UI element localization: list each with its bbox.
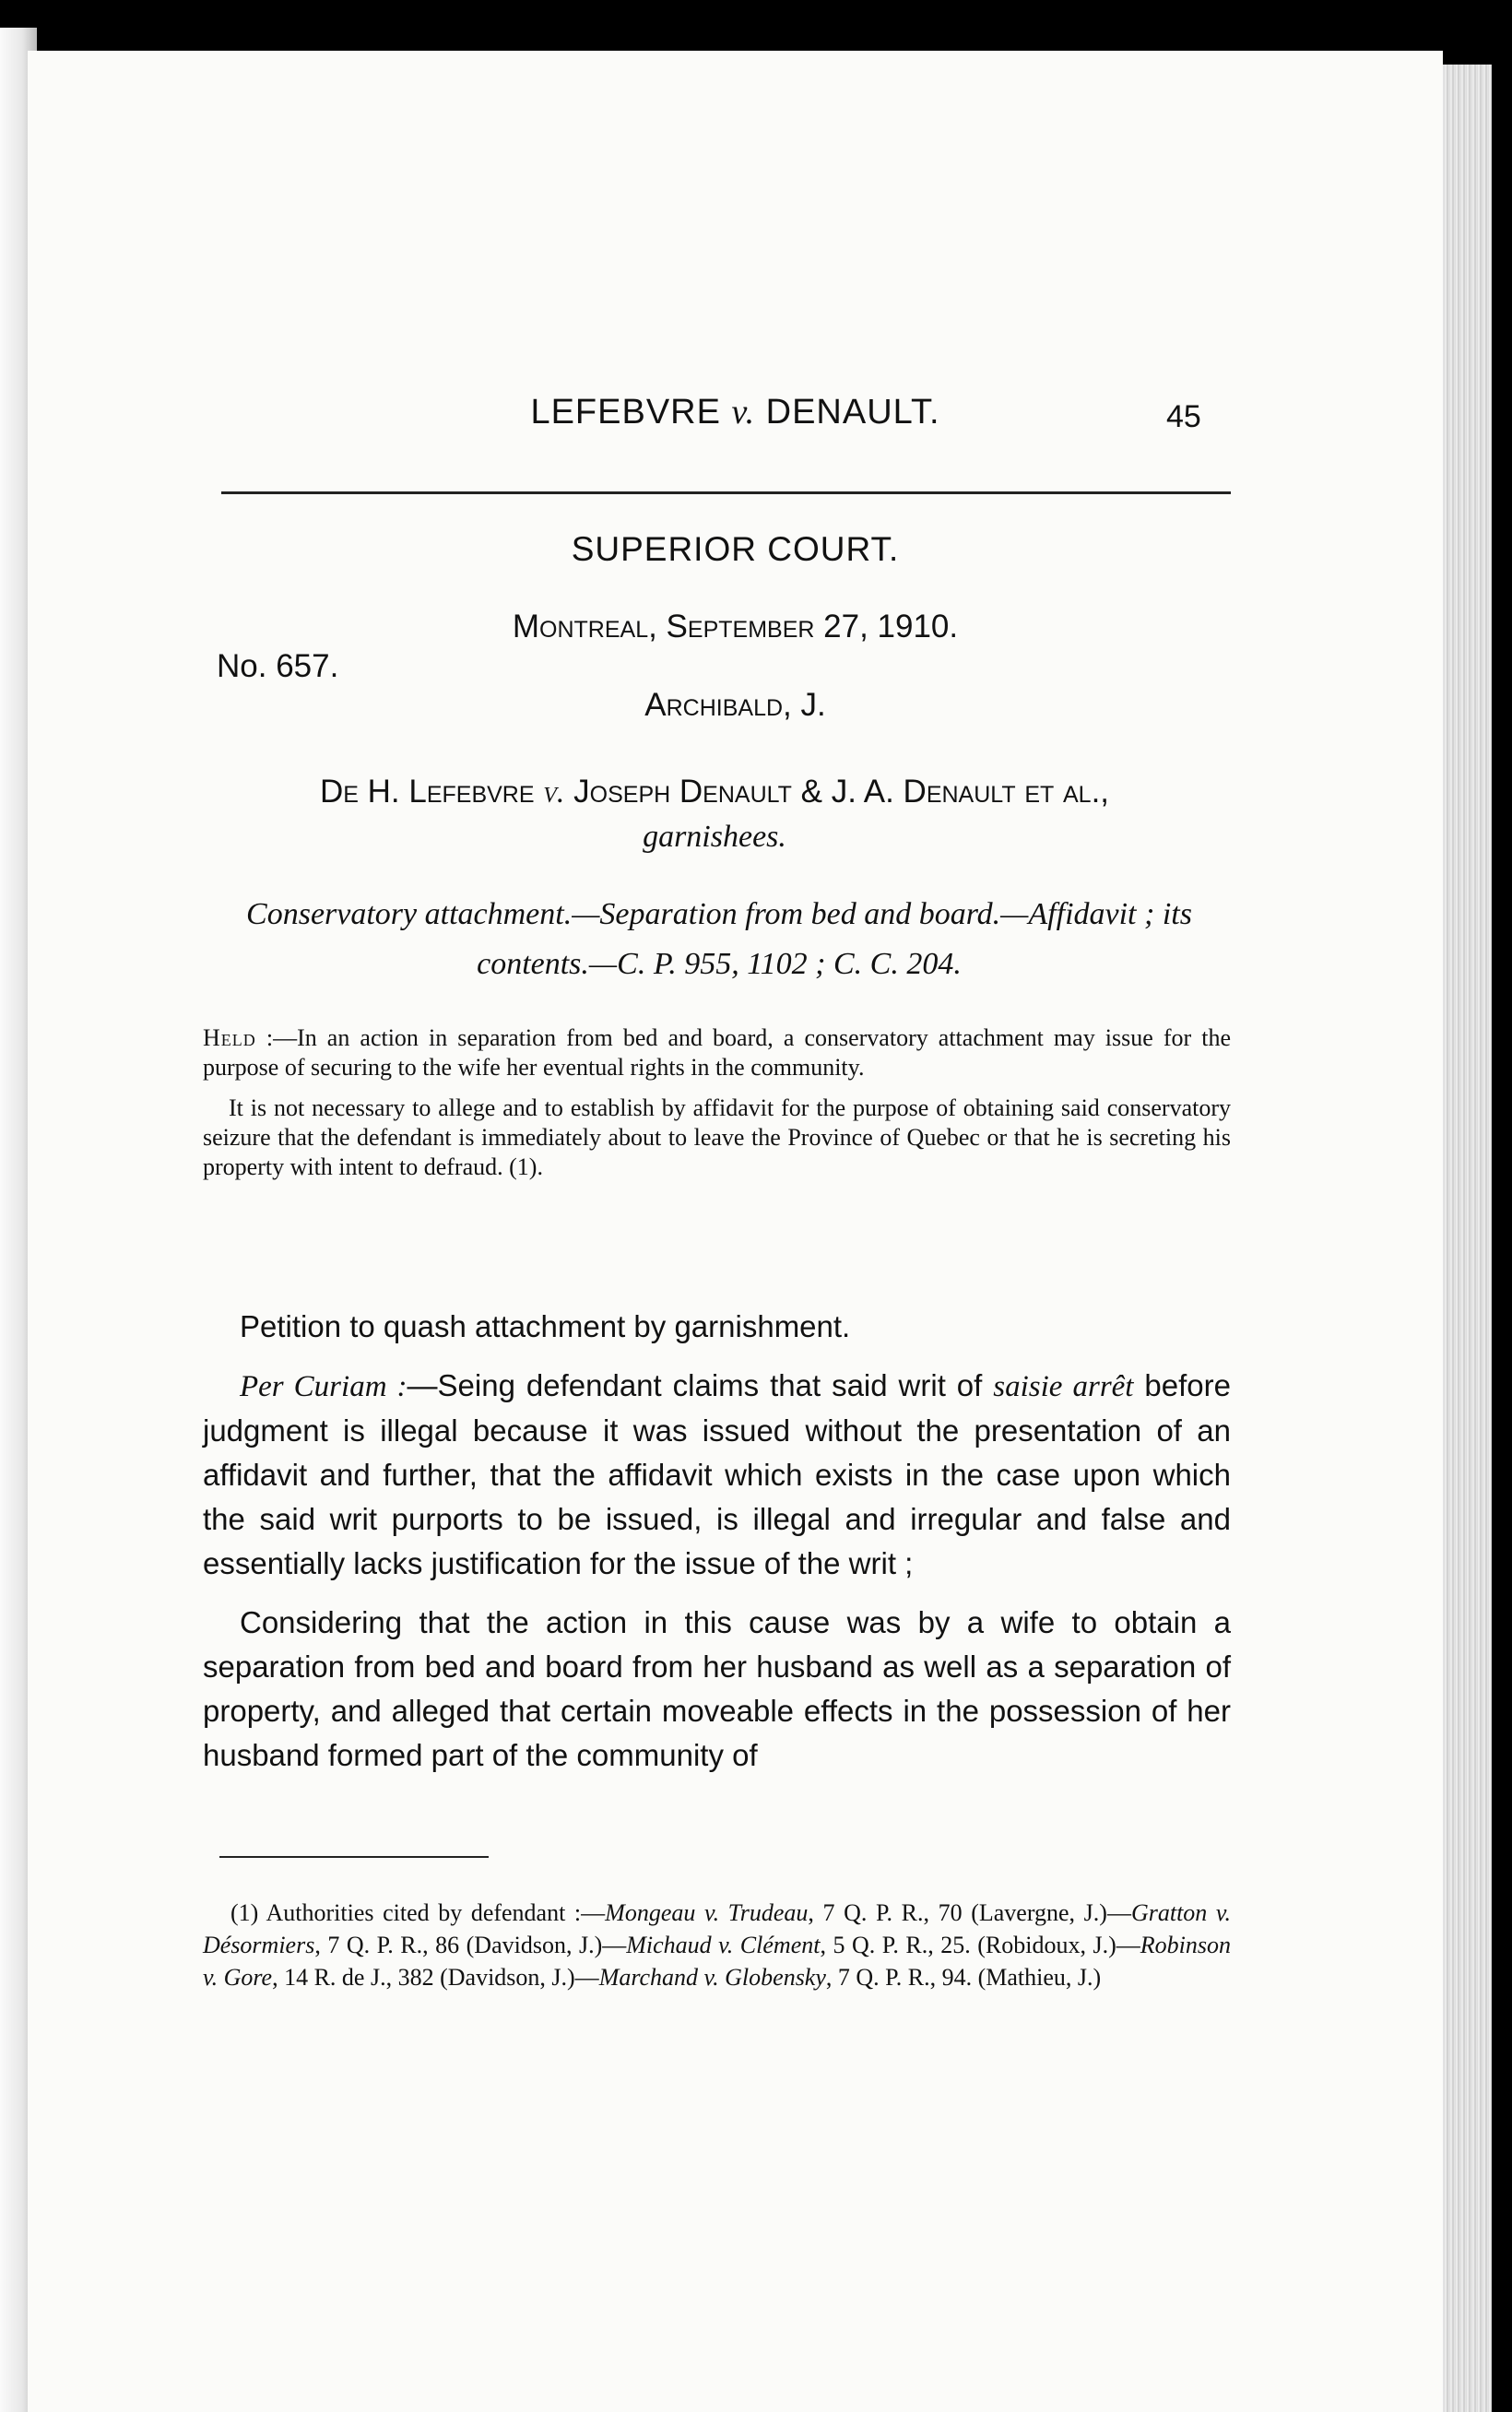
footnote-case-1: Mongeau v. Trudeau — [605, 1899, 809, 1926]
versus: v. — [543, 775, 565, 810]
running-title-right: DENAULT. — [755, 393, 940, 432]
held-label: Held — [203, 1024, 256, 1051]
book-page — [28, 51, 1443, 2412]
footnote-rule — [219, 1856, 489, 1858]
running-title-v: v. — [731, 393, 756, 432]
page-number: 45 — [1166, 399, 1201, 434]
footnote-text — [203, 1897, 1231, 1993]
held-text-1: :—In an action in separation from bed and board, a conservatory attachment may issue for the purpose of securing to the wife her eventual rights in the community. — [203, 1024, 1231, 1081]
footnote-case-2: Gratton v. Désormiers — [203, 1899, 1232, 1958]
parties-line-2: garnishees. — [643, 820, 786, 854]
defendants: Joseph Denault & J. A. Denault et al., — [564, 774, 1110, 810]
footnote-case-5: Marchand v. Globensky — [598, 1964, 826, 1991]
page-stack-edge — [1438, 65, 1492, 2412]
held-summary — [203, 1023, 1231, 1193]
running-head — [28, 392, 1443, 447]
held-paragraph-2: It is not necessary to allege and to establish by affidavit for the purpose of obtaining said conservatory seizure that the defendant is immediately about to leave the Province of Quebec or that he is secreting his property with intent to defraud. (1). — [203, 1094, 1231, 1180]
case-parties — [203, 770, 1226, 859]
body-paragraph-2 — [203, 1364, 1231, 1586]
court-name: SUPERIOR COURT. — [571, 530, 900, 568]
saisie-arret: saisie arrêt — [993, 1370, 1134, 1403]
running-title-left: LEFEBVRE — [530, 393, 732, 432]
judge-name: Archibald, J. — [644, 687, 826, 723]
footnote-part-2: , 7 Q. P. R., 70 (Lavergne, J.)— — [808, 1899, 1131, 1926]
plaintiff: De H. Lefebvre — [319, 774, 544, 810]
headnote-subject: Conservatory attachment.—Separation from bed and board.—Affidavit ; its contents.—C. P. 955, 1102 ; C. C. 204. — [246, 897, 1192, 981]
footnote-case-3: Michaud v. Clément — [626, 1932, 821, 1958]
body-paragraph-1: Petition to quash attachment by garnishment. — [240, 1309, 851, 1343]
footnote — [203, 1897, 1231, 1993]
footnote-case-4: Robinson v. Gore — [203, 1932, 1232, 1991]
footnote-part-5: , 14 R. de J., 382 (Davidson, J.)— — [272, 1964, 599, 1991]
footnote-part-3: , 7 Q. P. R., 86 (Davidson, J.)— — [314, 1932, 627, 1958]
footnote-part-1: (1) Authorities cited by defendant :— — [230, 1899, 606, 1926]
header-rule — [221, 491, 1231, 494]
footnote-part-4: , 5 Q. P. R., 25. (Robidoux, J.)— — [820, 1932, 1140, 1958]
footnote-part-6: , 7 Q. P. R., 94. (Mathieu, J.) — [825, 1964, 1102, 1991]
body-paragraph-2-a: —Seing defendant claims that said writ of — [407, 1368, 994, 1402]
judgment-text — [203, 1305, 1231, 1792]
held-paragraph-1 — [203, 1023, 1231, 1082]
body-paragraph-2-b: before judgment is illegal because it was issued without the presentation of an affidavit and further, that the affidavit which exists in the case upon which the said writ purports to be issued, is illegal and irregular and false and essentially lacks justification for the issue of the writ ; — [203, 1368, 1231, 1580]
running-title — [28, 392, 1443, 432]
date-line: Montreal, September 27, 1910. — [512, 609, 959, 644]
case-number: No. 657. — [217, 648, 339, 684]
per-curiam-label: Per Curiam : — [240, 1370, 408, 1403]
body-paragraph-3: Considering that the action in this cause was by a wife to obtain a separation from bed and board from her husband as well as a separation of property, and alleged that certain moveable effects in the possession of her husband formed part of the community of — [203, 1605, 1231, 1772]
parties-line-1 — [203, 770, 1226, 815]
